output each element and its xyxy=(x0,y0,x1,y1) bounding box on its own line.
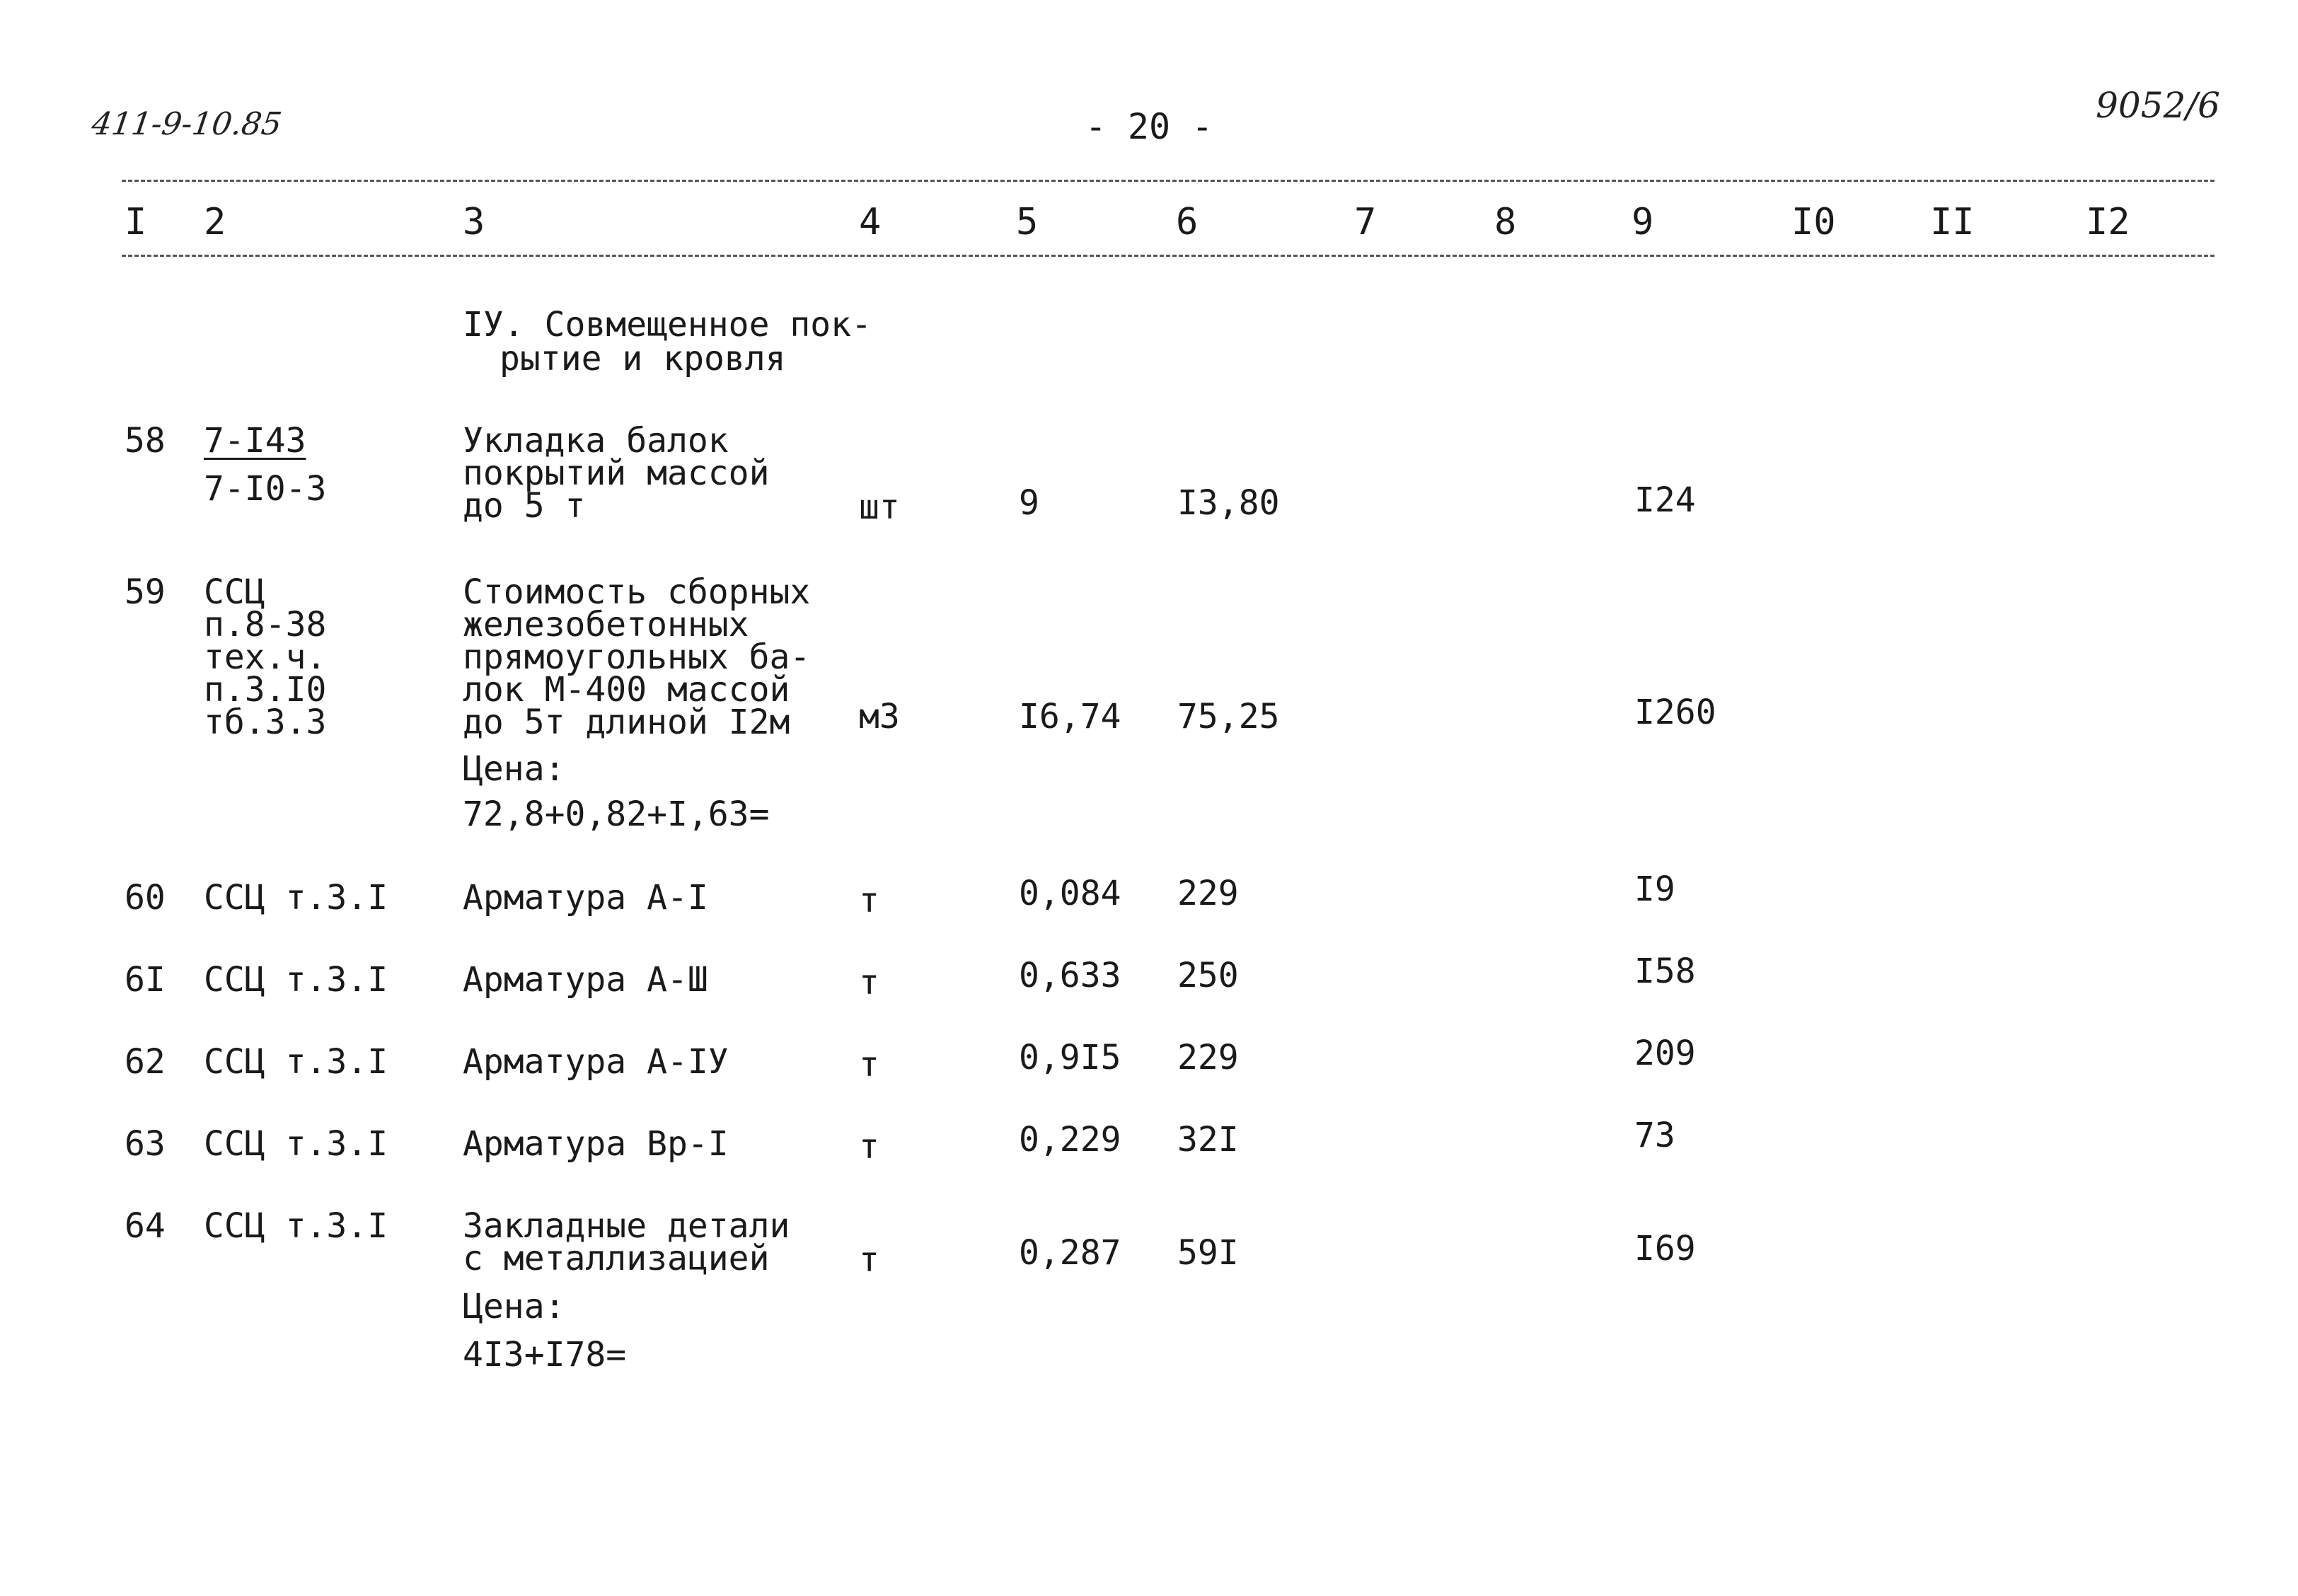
header-bottom-rule xyxy=(122,255,2215,257)
row-58-qty: 9 xyxy=(1019,483,1039,523)
row-61-unit: т xyxy=(859,963,879,1002)
row-59-qty: I6,74 xyxy=(1019,697,1121,736)
row-59-ref-line-2: п.8-38 xyxy=(204,605,327,644)
row-64-qty: 0,287 xyxy=(1019,1233,1121,1273)
row-59-desc-line-1: Стоимость сборных xyxy=(463,572,811,612)
row-61-ref: ССЦ т.3.I xyxy=(204,960,388,1000)
row-64-price: 59I xyxy=(1177,1233,1239,1273)
col-header-10: I0 xyxy=(1791,201,1836,243)
row-58-ref-line-1: 7-I43 xyxy=(204,421,306,461)
row-59-ref-line-4: п.3.I0 xyxy=(204,670,327,710)
row-62-desc: Арматура А-IУ xyxy=(463,1042,729,1082)
row-64-number: 64 xyxy=(125,1206,166,1246)
row-58-desc-line-3: до 5 т xyxy=(463,486,586,526)
row-60-price: 229 xyxy=(1177,874,1239,913)
row-60-desc: Арматура А-I xyxy=(463,878,708,918)
row-63-ref: ССЦ т.3.I xyxy=(204,1124,388,1164)
row-64-unit: т xyxy=(859,1240,879,1280)
col-header-4: 4 xyxy=(859,201,882,243)
row-59-ref-line-3: тех.ч. xyxy=(204,637,327,677)
col-header-5: 5 xyxy=(1016,201,1039,243)
row-64-desc-line-2: с металлизацией xyxy=(463,1239,770,1278)
row-62-number: 62 xyxy=(125,1042,166,1082)
row-58-price: I3,80 xyxy=(1177,483,1280,523)
row-61-price: 250 xyxy=(1177,956,1239,995)
row-59-unit: м3 xyxy=(859,697,900,736)
header-top-rule xyxy=(122,180,2215,182)
row-59-price: 75,25 xyxy=(1177,697,1280,736)
row-62-unit: т xyxy=(859,1045,879,1085)
row-59-price-formula: 72,8+0,82+I,63= xyxy=(463,794,770,834)
row-60-qty: 0,084 xyxy=(1019,874,1121,913)
row-61-number: 6I xyxy=(125,960,166,1000)
row-61-qty: 0,633 xyxy=(1019,956,1121,995)
row-59-desc-line-3: прямоугольных ба- xyxy=(463,637,811,677)
row-58-desc-line-2: покрытий массой xyxy=(463,453,770,493)
row-62-qty: 0,9I5 xyxy=(1019,1038,1121,1077)
row-58-ref-line-2: 7-I0-3 xyxy=(204,469,327,509)
row-62-ref: ССЦ т.3.I xyxy=(204,1042,388,1082)
row-60-number: 60 xyxy=(125,878,166,918)
row-58-number: 58 xyxy=(125,421,166,461)
row-60-ref: ССЦ т.3.I xyxy=(204,878,388,918)
row-62-total: 209 xyxy=(1634,1034,1696,1073)
row-63-qty: 0,229 xyxy=(1019,1120,1121,1160)
row-63-total: 73 xyxy=(1634,1116,1675,1155)
row-62-price: 229 xyxy=(1177,1038,1239,1077)
section-title-line-2: рытие и кровля xyxy=(500,339,786,378)
row-64-ref: ССЦ т.3.I xyxy=(204,1206,388,1246)
col-header-7: 7 xyxy=(1354,201,1377,243)
row-64-total: I69 xyxy=(1634,1229,1696,1268)
row-59-desc-line-2: железобетонных xyxy=(463,605,749,644)
row-64-price-formula: 4I3+I78= xyxy=(463,1335,627,1375)
row-59-ref-line-1: ССЦ xyxy=(204,572,265,612)
document-code: 411-9-10.85 xyxy=(89,106,284,142)
col-header-3: 3 xyxy=(463,201,485,243)
row-63-number: 63 xyxy=(125,1124,166,1164)
col-header-8: 8 xyxy=(1494,201,1517,243)
row-59-price-label: Цена: xyxy=(463,749,565,789)
row-61-total: I58 xyxy=(1634,952,1696,991)
row-58-desc-line-1: Укладка балок xyxy=(463,421,729,461)
page-number: - 20 - xyxy=(1085,106,1213,147)
section-title-line-1: IУ. Совмещенное пок- xyxy=(463,305,872,345)
row-59-desc-line-5: до 5т длиной I2м xyxy=(463,702,790,742)
row-59-number: 59 xyxy=(125,572,166,612)
row-60-unit: т xyxy=(859,881,879,920)
row-63-price: 32I xyxy=(1177,1120,1239,1160)
row-59-ref-line-5: тб.3.3 xyxy=(204,702,327,742)
row-59-total: I260 xyxy=(1634,693,1716,732)
row-60-total: I9 xyxy=(1634,869,1675,909)
col-header-12: I2 xyxy=(2086,201,2130,243)
row-63-desc: Арматура Вр-I xyxy=(463,1124,729,1164)
row-63-unit: т xyxy=(859,1127,879,1167)
col-header-1: I xyxy=(125,201,147,243)
row-59-desc-line-4: лок М-400 массой xyxy=(463,670,790,710)
col-header-9: 9 xyxy=(1632,201,1654,243)
row-58-unit: шт xyxy=(859,487,900,527)
row-61-desc: Арматура А-Ш xyxy=(463,960,708,1000)
row-64-price-label: Цена: xyxy=(463,1287,565,1326)
row-64-desc-line-1: Закладные детали xyxy=(463,1206,790,1246)
col-header-6: 6 xyxy=(1176,201,1199,243)
row-58-total: I24 xyxy=(1634,480,1696,520)
sheet-mark: 9052/6 xyxy=(2096,85,2220,126)
col-header-2: 2 xyxy=(204,201,226,243)
col-header-11: II xyxy=(1930,201,1975,243)
